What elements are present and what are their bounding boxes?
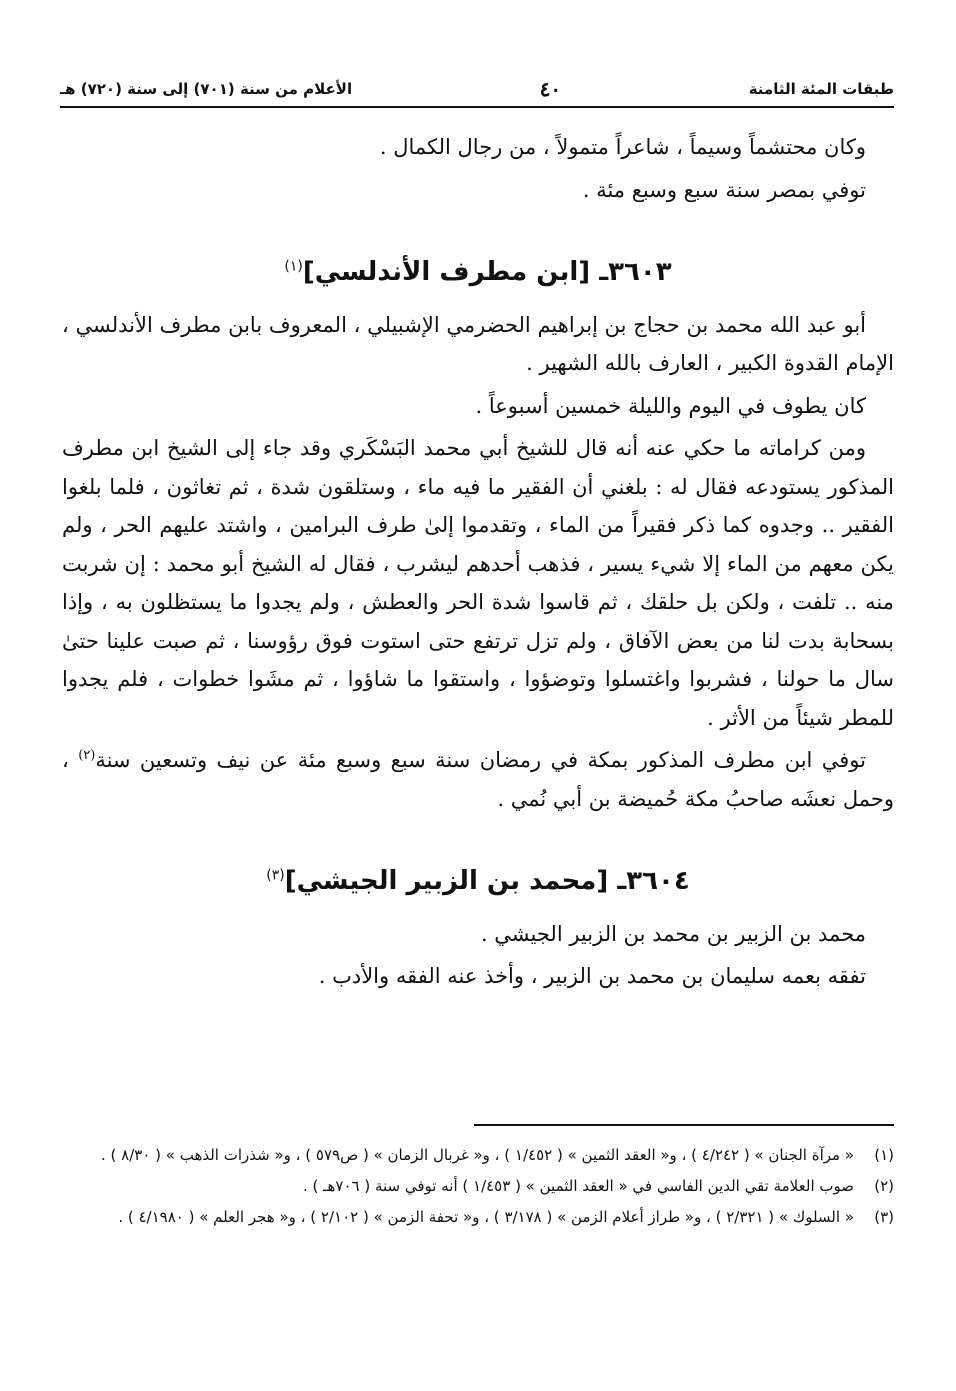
footnote-1 (60, 1140, 894, 1171)
footnote-2 (60, 1171, 894, 1202)
intro-line-1: وكان محتشماً وسيماً ، شاعراً متمولاً ، من رجال الكمال . (379, 135, 866, 159)
footnote-number: (٣) (874, 1208, 894, 1226)
footnote-3 (60, 1202, 894, 1233)
entry-3603-name: أبو عبد الله محمد بن حجاج بن إبراهيم الحضرمي الإشبيلي ، المعروف بابن مطرف الأندلسي ، الإمام القدوة الكبير ، العارف بالله الشهير . (62, 312, 894, 375)
entry-3604-footnote-ref: (٣) (266, 867, 285, 884)
entry-3603-tawaf: كان يطوف في اليوم والليلة خمسين أسبوعاً . (475, 393, 866, 418)
entry-3603-footnote-ref: (١) (284, 258, 303, 275)
footnote-text: « السلوك » ( ٢/٣٢١ ) ، و« طراز أعلام الزمن » ( ٣/١٧٨ ) ، و« تحفة الزمن » ( ٢/١٠٢ ) ، و« هجر العلم » ( ٤/١٩٨٠ ) . (118, 1208, 854, 1226)
entry-3603-death-rest: ، وحمل نعشَه صاحبُ مكة حُميضة بن أبي نُمي . (62, 748, 894, 811)
footnote-number: (٢) (874, 1177, 894, 1195)
entry-3603-heading: ٣٦٠٣ـ [ابن مطرف الأندلسي] (302, 257, 672, 287)
entry-3604-name: محمد بن الزبير بن محمد بن الزبير الجيشي . (480, 921, 866, 946)
entry-3603-karamat: ومن كراماته ما حكي عنه أنه قال للشيخ أبي محمد البَسْكَري وقد جاء إلى الشيخ ابن مطرف المذكور يستودعه فقال له : بلغني أن الفقير ما فيه ماء ، وستلقون شدة ، ثم تغاثون ، فلما بلغوا الفقير .. وجدوه كما ذكر فقيراً من الماء ، وتقدموا إلىٰ طرف البرامين ، واشتد عليهم الحر ، ولم يكن معهم من الماء إلا شيء يسير ، فذهب أحدهم ليشرب ، فقال له الشيخ أبو محمد : إن شربت منه .. تلفت ، ولكن بل حلقك ، ثم قاسوا شدة الحر والعطش ، ولم يجدوا ما يستظلون به ، وإذا بسحابة بدت لنا من بعض الآفاق ، ولم تزل ترتفع حتى استوت فوق رؤوسنا ، ثم صبت علينا حتىٰ سال ما حولنا ، فشربوا واغتسلوا وتوضؤوا ، واستقوا ما شاؤوا ، ثم مشَوا خطوات ، فلم يجدوا للمطر شيئاً من الأثر . (62, 436, 894, 730)
page-number: ٤٠ (539, 77, 562, 101)
page-body (62, 128, 894, 1000)
entry-3603-death (62, 741, 894, 818)
footnote-number: (١) (874, 1146, 894, 1164)
entry-3604-title (62, 862, 894, 901)
entry-3604-heading: ٣٦٠٤ـ [محمد بن الزبير الجيشي] (284, 866, 690, 896)
entry-3603-death-text: توفي ابن مطرف المذكور بمكة في رمضان سنة سبع وسبع مئة عن نيف وتسعين سنة (95, 748, 867, 772)
footnotes (60, 1140, 894, 1233)
footnote-text: صوب العلامة تقي الدين الفاسي في « العقد الثمين » ( ١/٤٥٣ ) أنه توفي سنة ( ٧٠٦هـ ) . (302, 1177, 854, 1195)
header-right-title: طبقات المئة الثامنة (748, 80, 894, 98)
entry-3603-title (62, 253, 894, 292)
footnote-text: « مرآة الجنان » ( ٤/٢٤٢ ) ، و« العقد الثمين » ( ١/٤٥٢ ) ، و« غربال الزمان » ( ص٥٧٩ ) ، و« شذرات الذهب » ( ٨/٣٠ ) . (101, 1146, 854, 1164)
entry-3603-death-ref: (٢) (78, 748, 96, 763)
header-left-title: الأعلام من سنة (٧٠١) إلى سنة (٧٢٠) هـ (60, 80, 353, 98)
running-header (60, 72, 894, 108)
entry-3604-study: تفقه بعمه سليمان بن محمد بن الزبير ، وأخذ عنه الفقه والأدب . (318, 964, 866, 988)
intro-line-2: توفي بمصر سنة سبع وسبع مئة . (582, 177, 866, 202)
footnote-divider (474, 1124, 894, 1126)
